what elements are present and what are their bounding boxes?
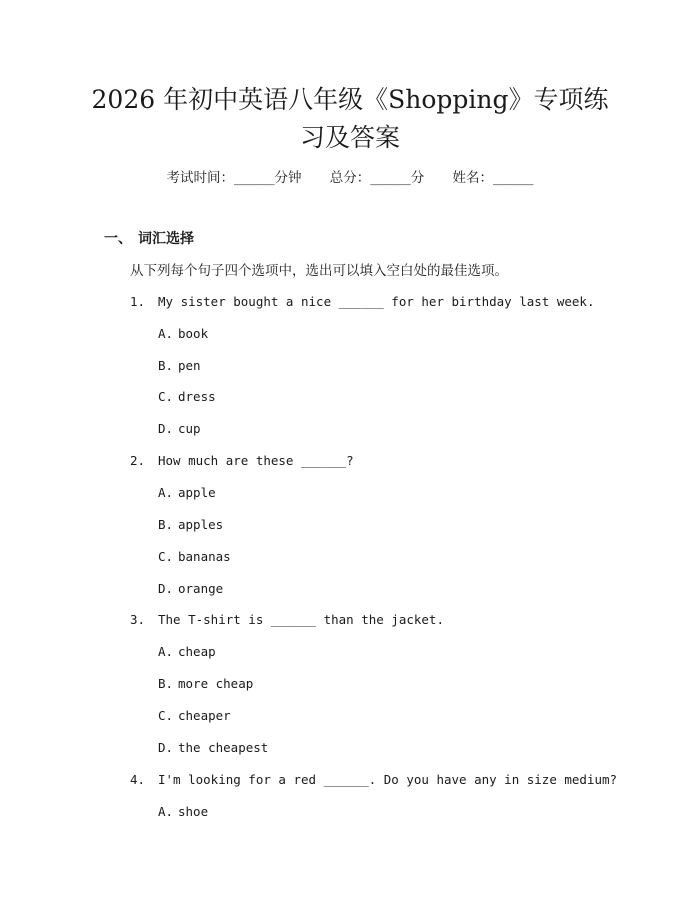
page-title-line-2: 习及答案 <box>299 123 400 152</box>
question-3 <box>130 609 444 631</box>
option-text: orange <box>178 581 224 596</box>
option-letter: A. <box>158 644 174 659</box>
question-3-option-d <box>158 737 268 759</box>
question-text: My sister bought a nice ______ for her birthday last week. <box>158 294 595 309</box>
option-letter: B. <box>158 676 174 691</box>
option-letter: D. <box>158 581 174 596</box>
question-3-option-a <box>158 641 216 663</box>
question-3-option-c <box>158 705 231 727</box>
option-letter: D. <box>158 740 174 755</box>
option-text: bananas <box>178 549 231 564</box>
total-score-field: 总分：______分 <box>329 170 425 186</box>
option-letter: B. <box>158 358 174 373</box>
option-letter: C. <box>158 389 174 404</box>
section-instruction: 从下列每个句子四个选项中，选出可以填入空白处的最佳选项。 <box>130 263 508 279</box>
question-1 <box>130 291 595 313</box>
question-4 <box>130 769 617 791</box>
option-letter: A. <box>158 485 174 500</box>
question-2 <box>130 450 354 472</box>
option-text: shoe <box>178 804 209 819</box>
question-2-option-a <box>158 482 216 504</box>
question-1-option-b <box>158 355 201 377</box>
question-2-option-c <box>158 546 231 568</box>
question-1-option-c <box>158 386 216 408</box>
question-number: 1. <box>130 294 146 309</box>
exam-meta <box>0 167 700 189</box>
option-letter: C. <box>158 549 174 564</box>
option-text: apple <box>178 485 216 500</box>
question-text: How much are these ______? <box>158 453 354 468</box>
option-letter: A. <box>158 326 174 341</box>
page-title-line-1: 2026 年初中英语八年级《Shopping》专项练 <box>91 85 609 114</box>
option-text: cheaper <box>178 708 231 723</box>
option-text: the cheapest <box>178 740 269 755</box>
option-letter: A. <box>158 804 174 819</box>
question-number: 2. <box>130 453 146 468</box>
option-letter: D. <box>158 421 174 436</box>
option-text: cup <box>178 421 201 436</box>
question-3-option-b <box>158 673 253 695</box>
option-text: book <box>178 326 209 341</box>
option-text: apples <box>178 517 224 532</box>
section-heading <box>104 228 194 250</box>
question-text: I'm looking for a red ______. Do you have any in size medium? <box>158 772 618 787</box>
option-letter: B. <box>158 517 174 532</box>
section-number: 一、 <box>104 231 132 247</box>
exam-time-field: 考试时间：______分钟 <box>166 170 302 186</box>
question-2-option-d <box>158 578 223 600</box>
question-4-option-a <box>158 801 208 823</box>
question-1-option-d <box>158 418 201 440</box>
student-name-field: 姓名：______ <box>452 170 534 186</box>
question-number: 4. <box>130 772 146 787</box>
option-text: cheap <box>178 644 216 659</box>
question-2-option-b <box>158 514 223 536</box>
question-text: The T-shirt is ______ than the jacket. <box>158 612 444 627</box>
question-1-option-a <box>158 323 208 345</box>
option-text: dress <box>178 389 216 404</box>
option-letter: C. <box>158 708 174 723</box>
question-number: 3. <box>130 612 146 627</box>
option-text: more cheap <box>178 676 254 691</box>
section-title: 词汇选择 <box>138 231 194 247</box>
option-text: pen <box>178 358 201 373</box>
